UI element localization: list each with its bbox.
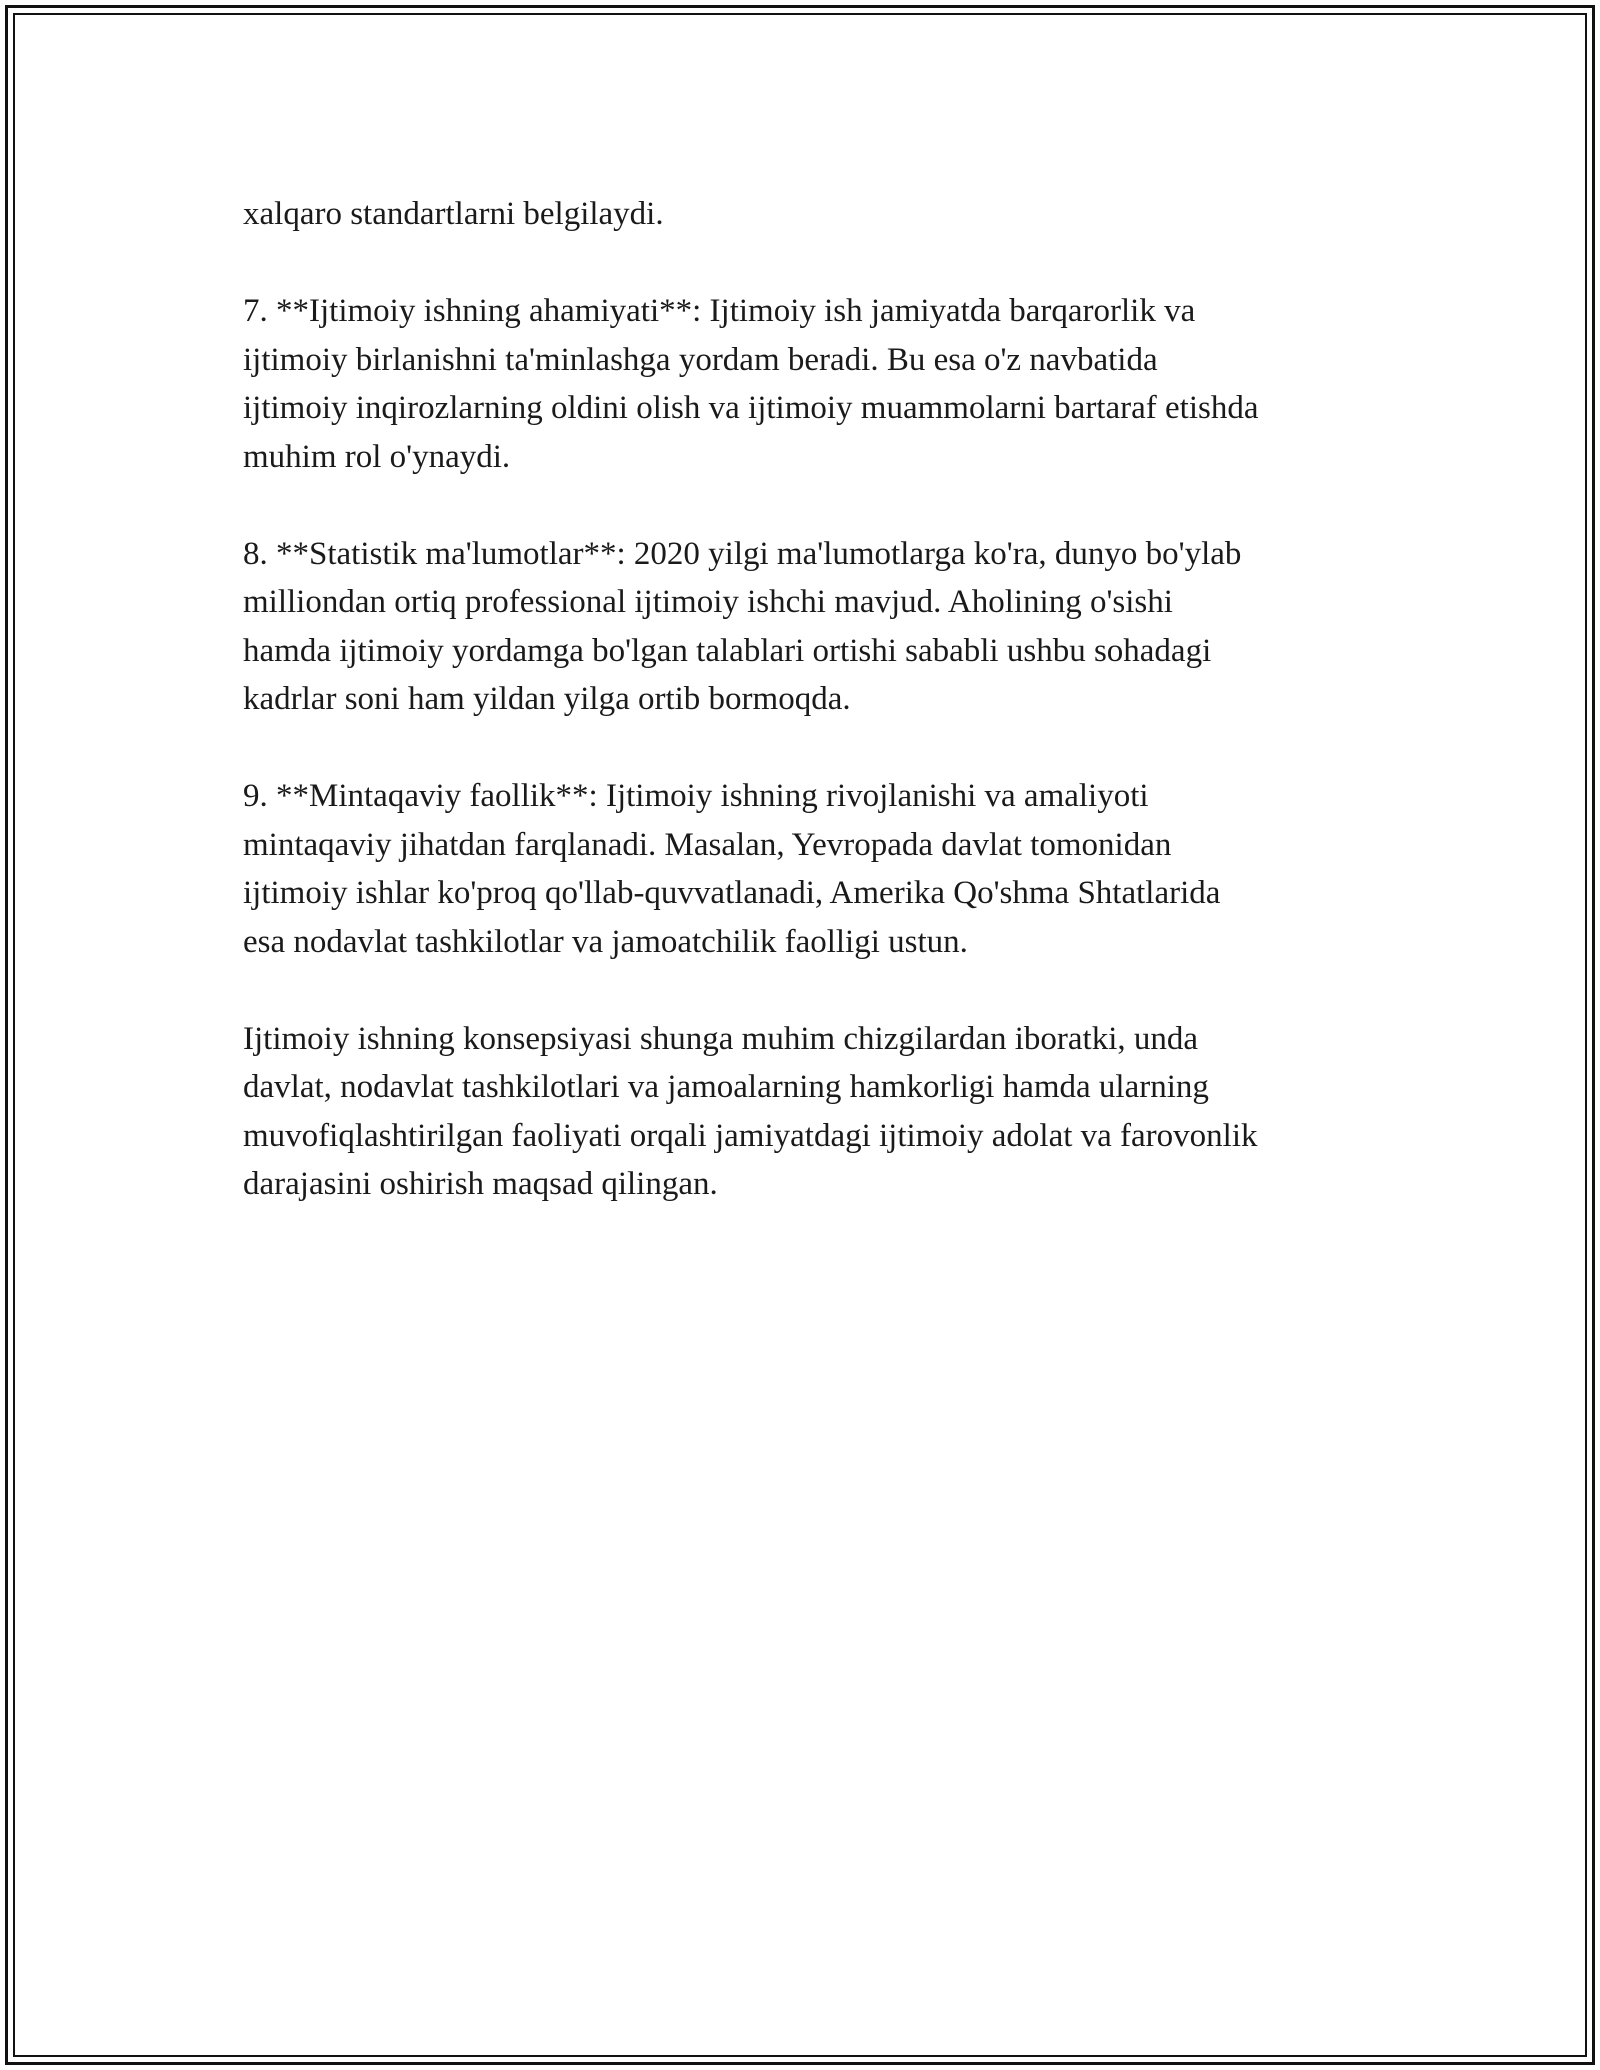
page-frame [5,5,1595,2065]
paragraph-conclusion: Ijtimoiy ishning konsepsiyasi shunga muhim chizgilardan iboratki, unda davlat, nodavlat tashkilotlari va jamoalarning hamkorligi hamda ularning muvofiqlashtirilgan faoliyati orqali jamiyatdagi ijtimoiy adolat va farovonlik darajasini oshirish maqsad qilingan. [243,1020,1258,1202]
paragraph-item-7: 7. **Ijtimoiy ishning ahamiyati**: Ijtimoiy ish jamiyatda barqarorlik va ijtimoiy birlanishni ta'minlashga yordam beradi. Bu esa o'z navbatida ijtimoiy inqirozlarning oldini olish va ijtimoiy muammolarni bartaraf etishda muhim rol o'ynaydi. [243,293,1259,475]
document-body [243,190,1383,1209]
paragraph-continuation: xalqaro standartlarni belgilaydi. [243,196,664,232]
paragraph-item-8: 8. **Statistik ma'lumotlar**: 2020 yilgi ma'lumotlarga ko'ra, dunyo bo'ylab milliondan ortiq professional ijtimoiy ishchi mavjud. Aholining o'sishi hamda ijtimoiy yordamga bo'lgan talablari ortishi sababli ushbu sohadagi kadrlar soni ham yildan yilga ortib bormoqda. [243,535,1242,717]
paragraph-item-9: 9. **Mintaqaviy faollik**: Ijtimoiy ishning rivojlanishi va amaliyoti mintaqaviy jihatdan farqlanadi. Masalan, Yevropada davlat tomonidan ijtimoiy ishlar ko'proq qo'llab-quvvatlanadi, Amerika Qo'shma Shtatlarida esa nodavlat tashkilotlar va jamoatchilik faolligi ustun. [243,778,1221,960]
